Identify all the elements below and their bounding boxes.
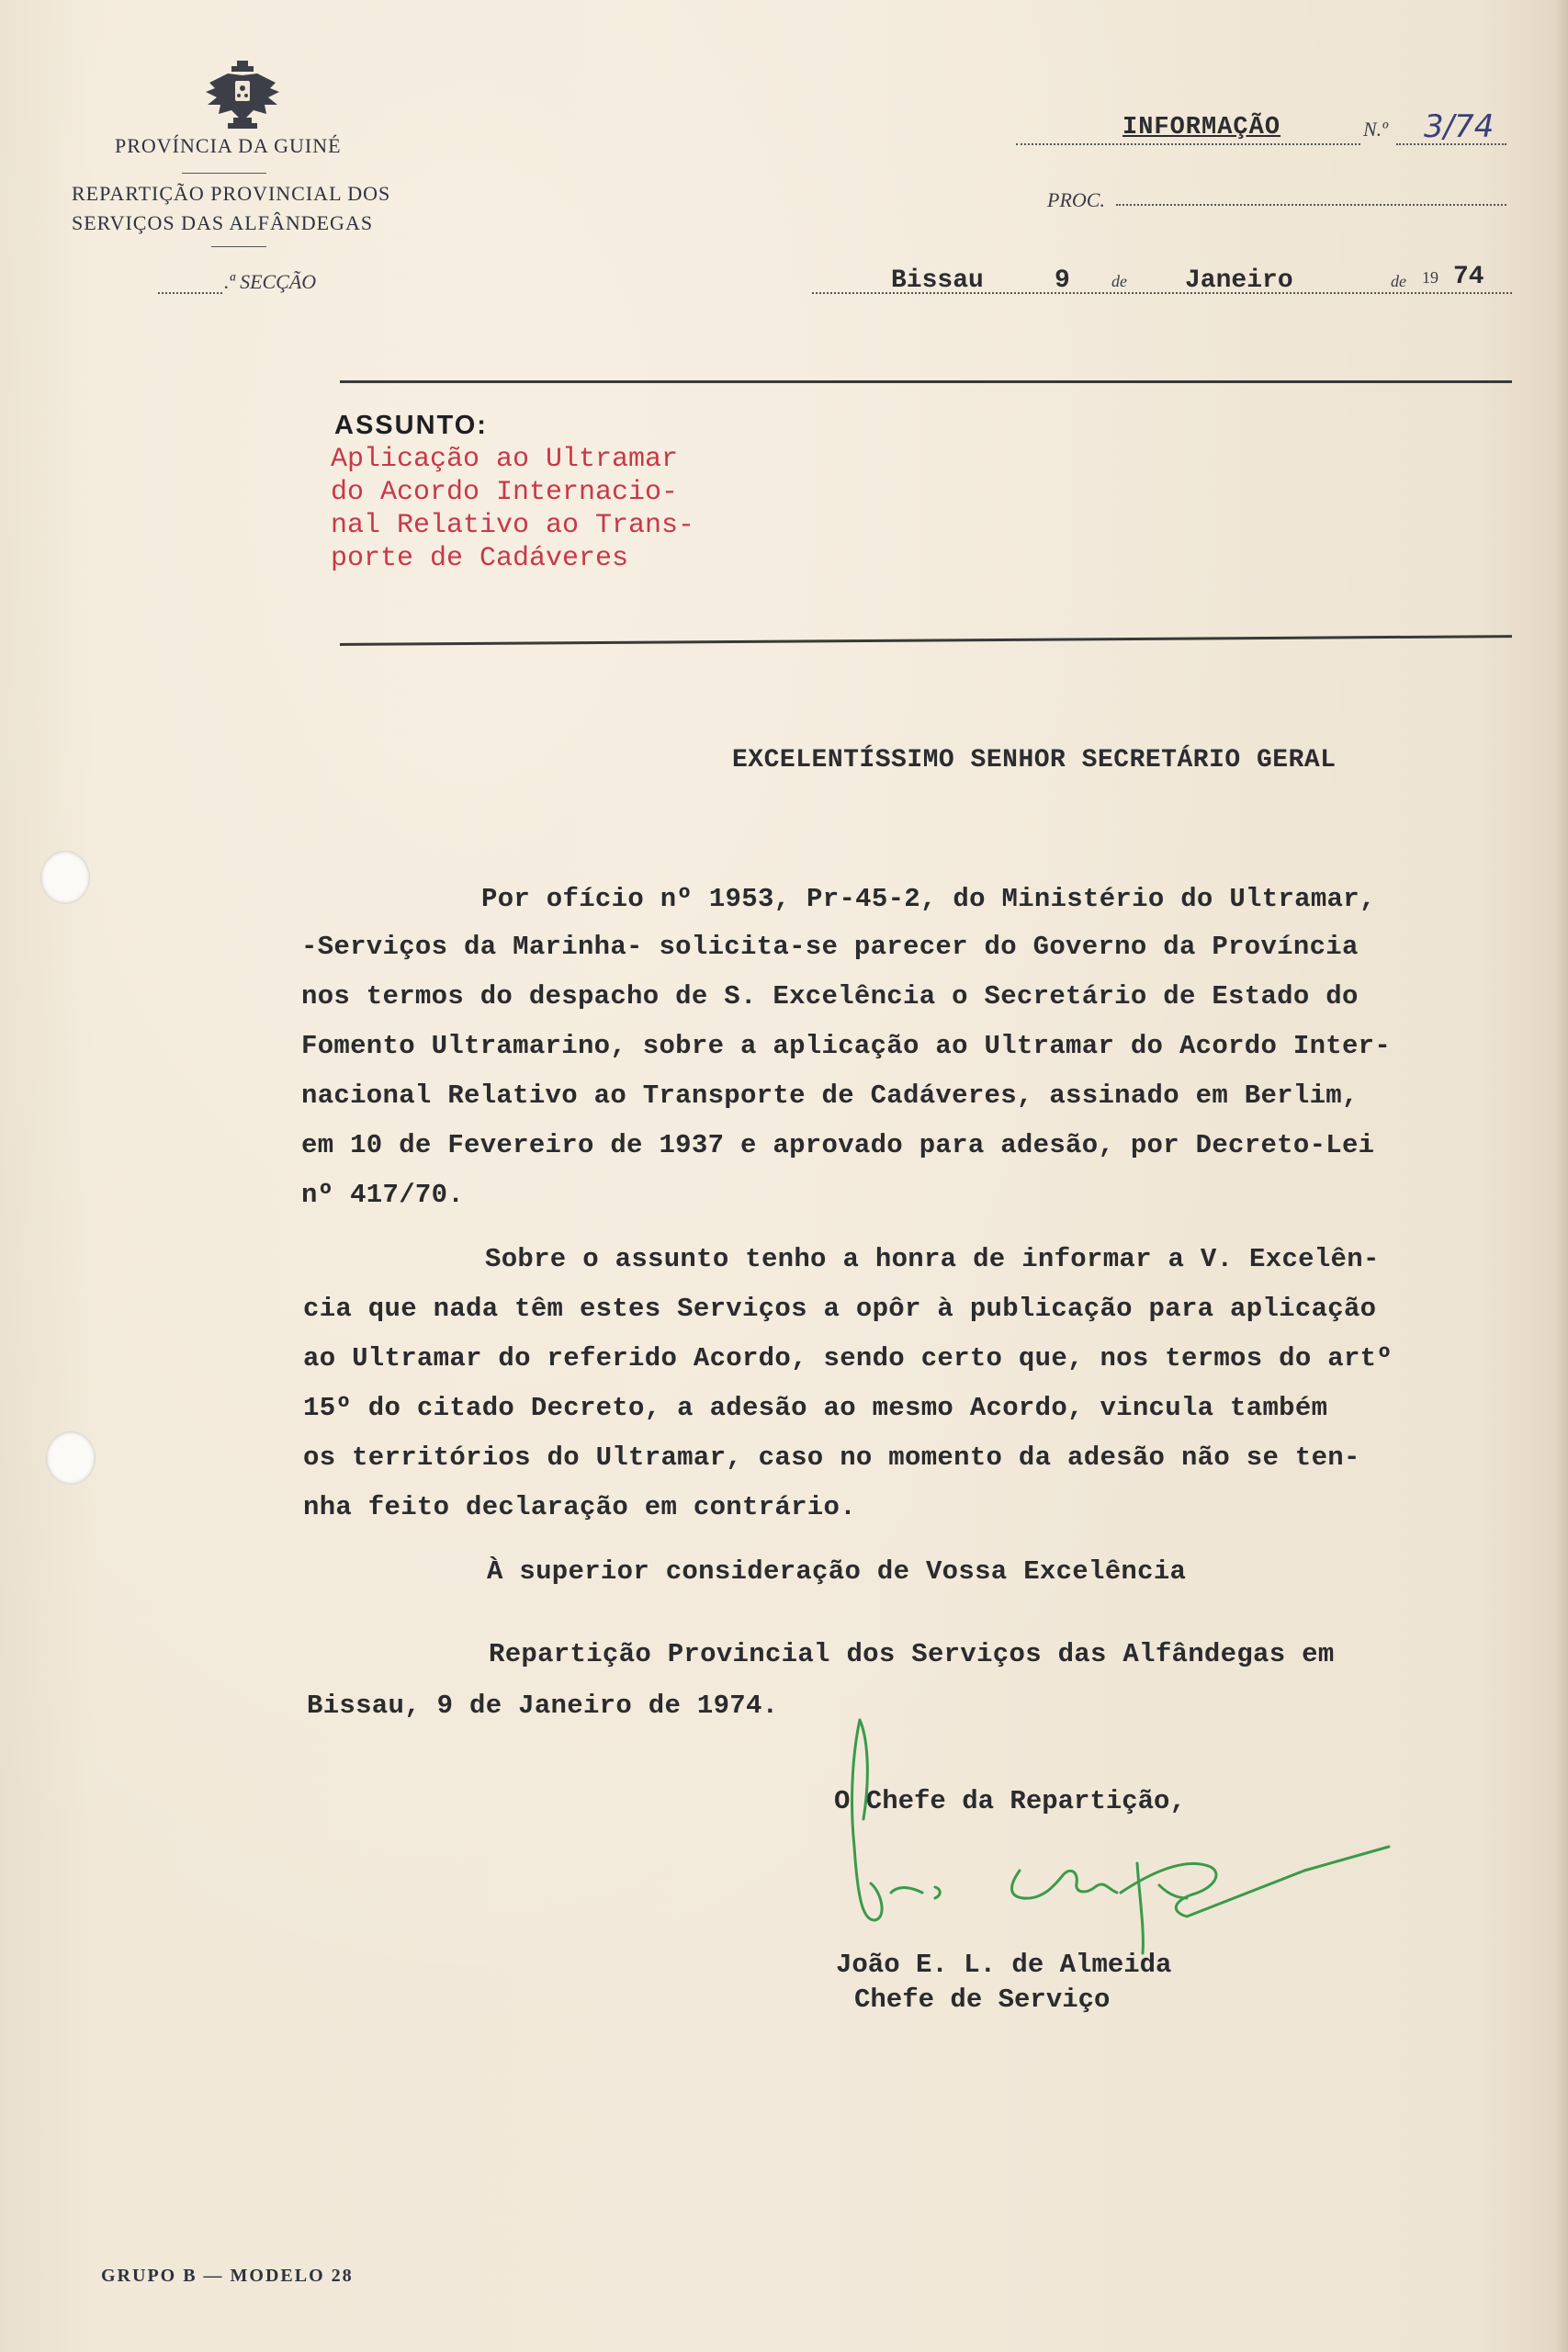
process-label: PROC. xyxy=(1047,188,1105,211)
body-line: nº 417/70. xyxy=(301,1180,465,1210)
body-line: 15º do citado Decreto, a adesão ao mesmo Acordo, vincula também xyxy=(303,1393,1328,1423)
page-edge-shadow xyxy=(1555,0,1568,2352)
date-de-2: de xyxy=(1391,272,1406,290)
signature-title: O Chefe da Repartição, xyxy=(834,1786,1186,1816)
body-line: nacional Relativo ao Transporte de Cadáveres, assinado em Berlim, xyxy=(301,1080,1359,1111)
date-year-suffix: 74 xyxy=(1453,263,1484,291)
date-de-1: de xyxy=(1111,272,1127,290)
header-divider-2 xyxy=(211,246,266,247)
subject-label: ASSUNTO: xyxy=(334,411,488,440)
body-line: os territórios do Ultramar, caso no momento da adesão não se ten- xyxy=(303,1442,1360,1473)
body-line: À superior consideração de Vossa Excelência xyxy=(487,1556,1187,1587)
handwritten-signature xyxy=(827,1709,1396,1984)
body-line: nos termos do despacho de S. Excelência o Secretário de Estado do xyxy=(301,981,1359,1012)
province-name: PROVÍNCIA DA GUINÉ xyxy=(115,134,342,157)
body-line: Sobre o assunto tenho a honra de informar a V. Excelên- xyxy=(485,1244,1380,1274)
date-day: 9 xyxy=(1055,266,1070,295)
header-divider xyxy=(182,173,266,174)
subject-top-rule xyxy=(340,380,1512,383)
handwritten-number: 3/74 xyxy=(1424,108,1495,145)
subject-bottom-rule xyxy=(340,635,1512,646)
number-label: N.º xyxy=(1363,118,1388,141)
info-dotted-line xyxy=(1016,143,1360,145)
department-line-1: REPARTIÇÃO PROVINCIAL DOS xyxy=(72,182,391,205)
information-label: INFORMAÇÃO xyxy=(1122,114,1281,141)
subject-text: Aplicação ao Ultramar do Acordo Internacio- nal Relativo ao Trans- porte de Cadáveres xyxy=(331,444,695,574)
date-year-prefix: 19 xyxy=(1422,268,1438,287)
coat-of-arms-icon xyxy=(200,61,285,134)
body-line: cia que nada têm estes Serviços a opôr à publicação para aplicação xyxy=(303,1294,1377,1324)
body-line: ao Ultramar do referido Acordo, sendo certo que, nos termos do artº xyxy=(303,1343,1393,1374)
body-line: Fomento Ultramarino, sobre a aplicação ao Ultramar do Acordo Inter- xyxy=(301,1031,1392,1061)
date-city: Bissau xyxy=(891,266,984,295)
section-label: .ª SECÇÃO xyxy=(224,270,317,293)
salutation: EXCELENTÍSSIMO SENHOR SECRETÁRIO GERAL xyxy=(732,746,1337,775)
form-footer: GRUPO B — MODELO 28 xyxy=(101,2266,354,2286)
department-line-2: SERVIÇOS DAS ALFÂNDEGAS xyxy=(72,211,374,234)
body-line: em 10 de Fevereiro de 1937 e aprovado para adesão, por Decreto-Lei xyxy=(301,1130,1375,1160)
section-dotted-line xyxy=(158,292,222,294)
process-dotted-line xyxy=(1116,204,1506,206)
body-line: Repartição Provincial dos Serviços das Alfândegas em xyxy=(489,1639,1335,1669)
body-line: Bissau, 9 de Janeiro de 1974. xyxy=(307,1690,779,1721)
body-line: Por ofício nº 1953, Pr-45-2, do Ministério do Ultramar, xyxy=(481,884,1376,914)
signer-role: Chefe de Serviço xyxy=(854,1984,1111,2015)
body-line: nha feito declaração em contrário. xyxy=(303,1492,856,1522)
body-line: -Serviços da Marinha- solicita-se parecer do Governo da Província xyxy=(301,932,1359,962)
punch-hole-bottom xyxy=(46,1431,96,1485)
punch-hole-top xyxy=(40,851,90,904)
date-month: Janeiro xyxy=(1185,266,1293,295)
signer-name: João E. L. de Almeida xyxy=(836,1950,1172,1980)
